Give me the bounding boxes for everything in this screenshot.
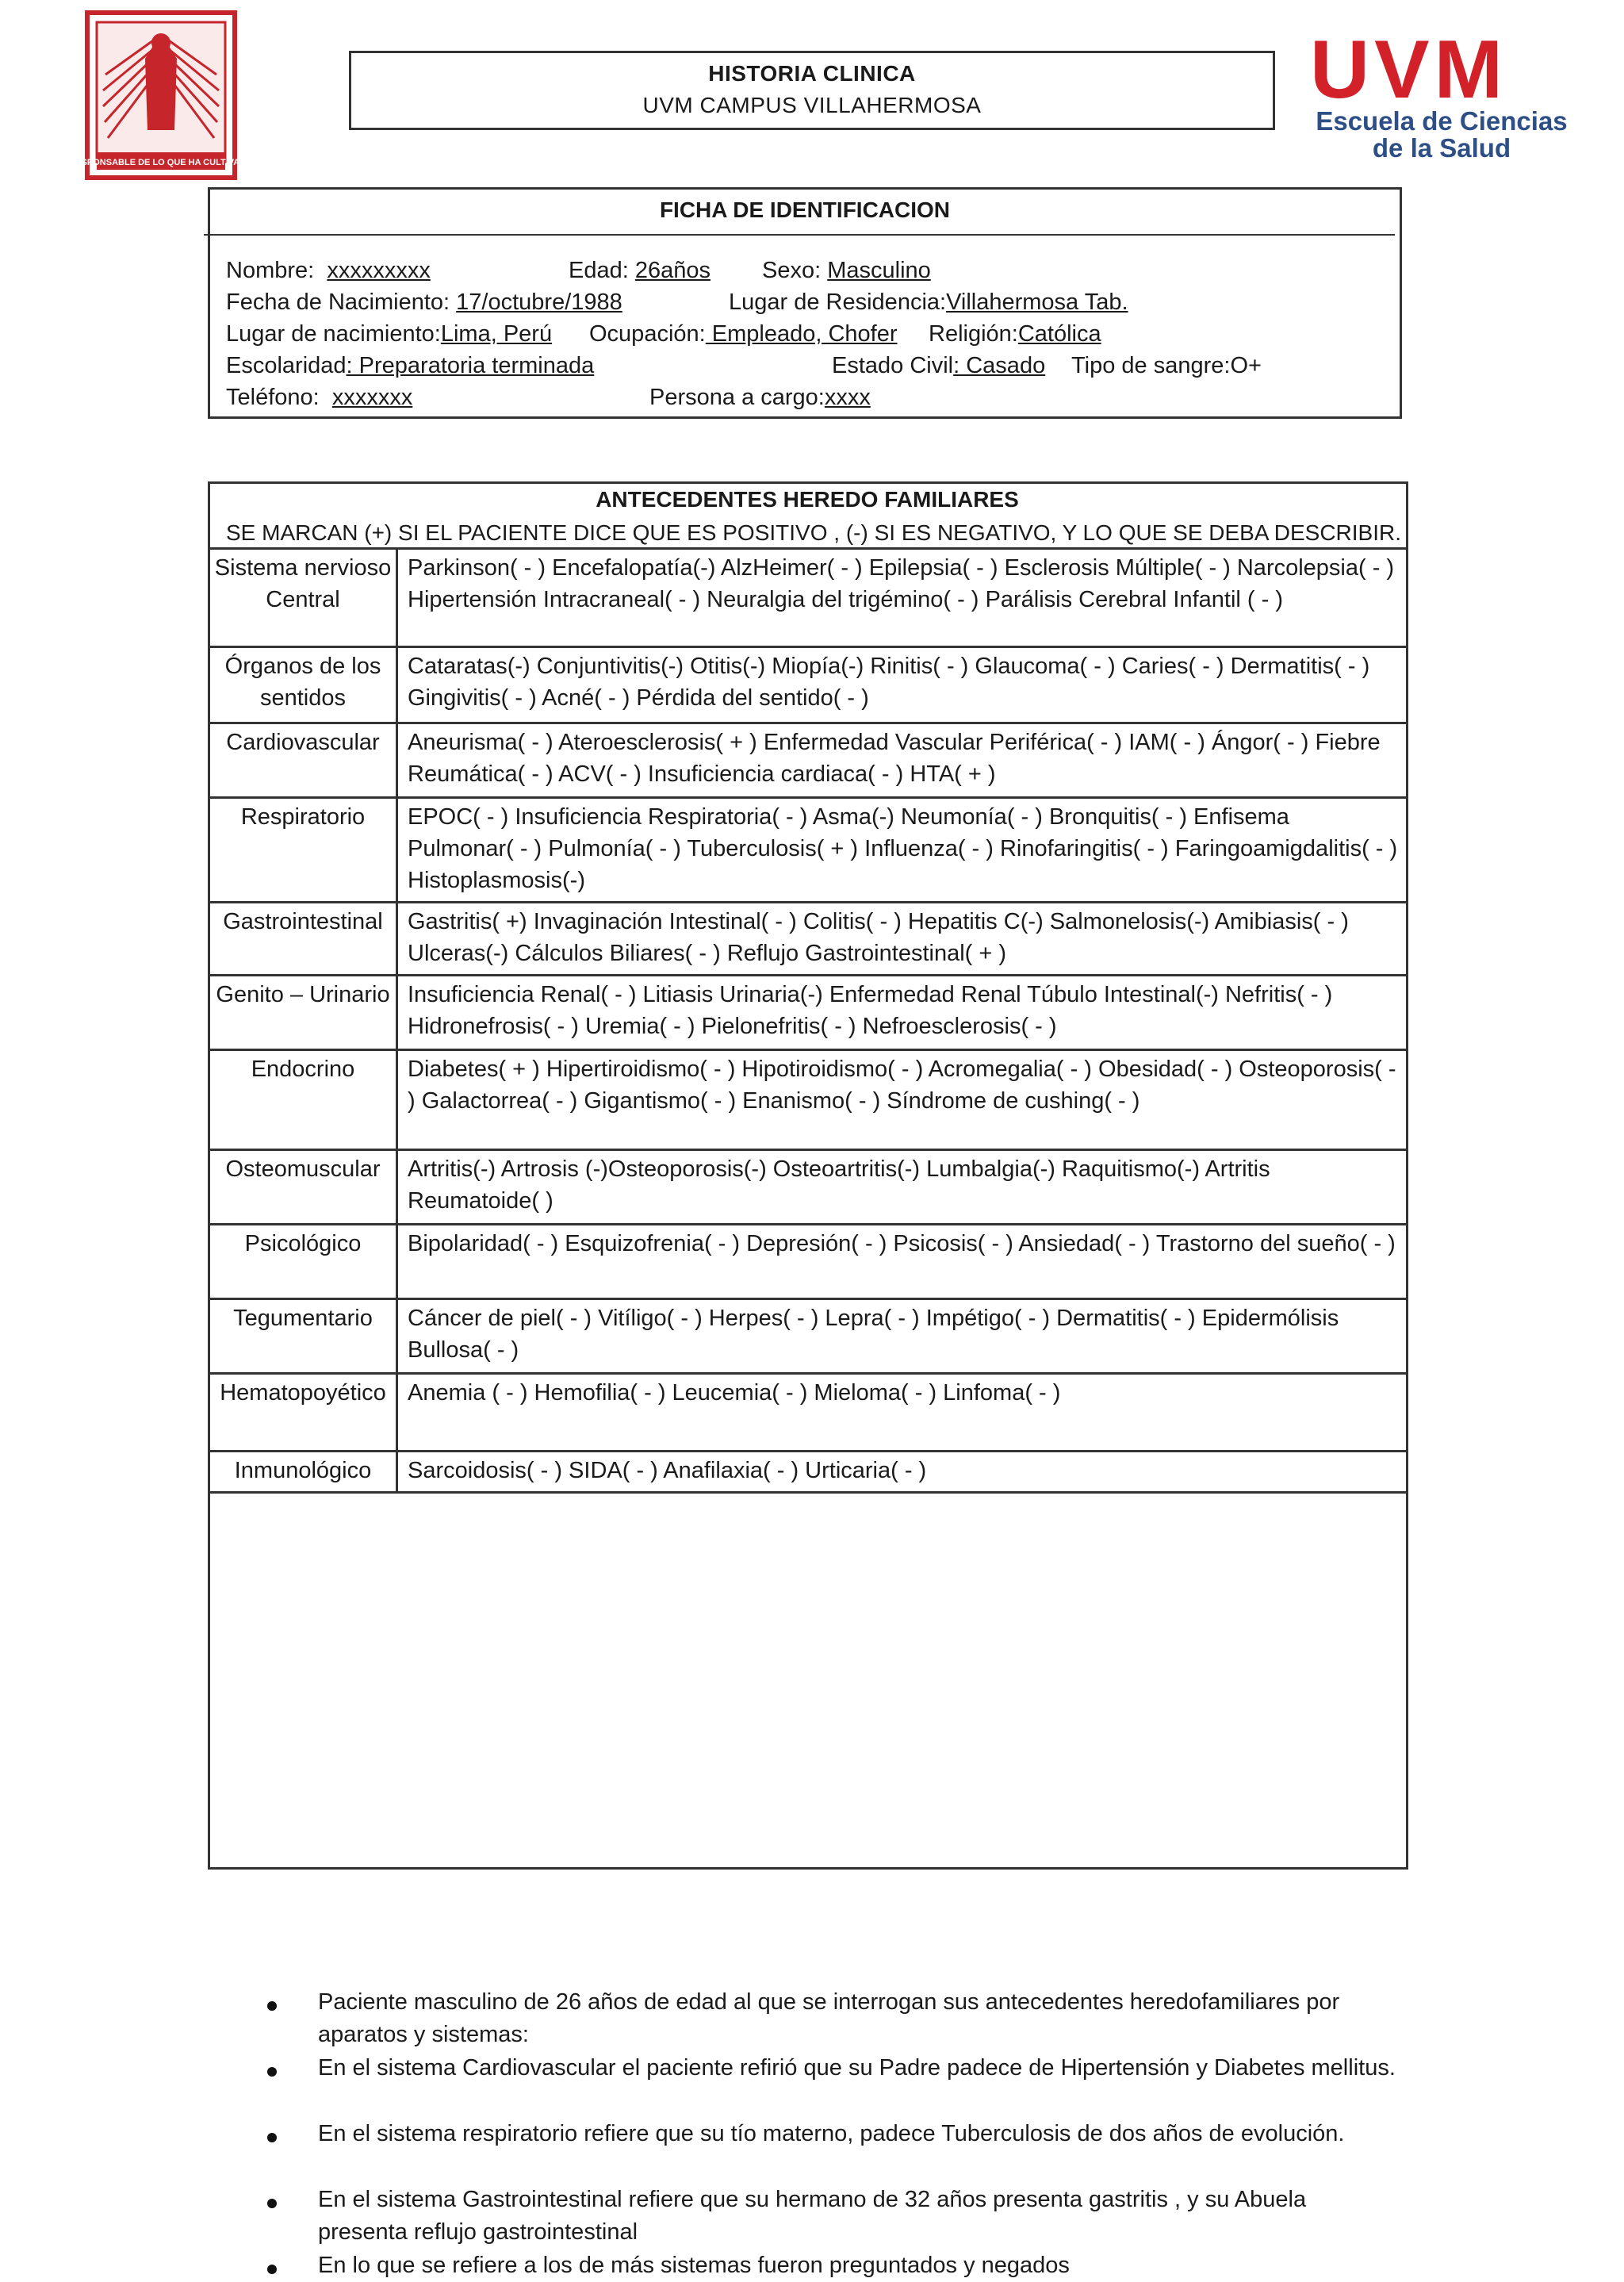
- field-label: Tipo de sangre:: [1071, 353, 1231, 378]
- field-value: xxxx: [824, 385, 871, 410]
- table-row: [209, 976, 1408, 1050]
- system-name: Hematopoyético: [209, 1374, 397, 1452]
- bullet-icon: [267, 2133, 277, 2142]
- family-history-title: ANTECEDENTES HEREDO FAMILIARES: [596, 487, 1019, 512]
- field-label: Teléfono:: [226, 385, 320, 410]
- field-label: Lugar de Residencia:: [729, 290, 947, 315]
- document-title-box: [349, 51, 1275, 130]
- field-blood-type: [1071, 353, 1262, 379]
- field-value: : Casado: [953, 353, 1046, 378]
- field-sex: [762, 258, 931, 284]
- field-label: Estado Civil: [832, 353, 954, 378]
- note-item: Paciente masculino de 26 años de edad al que se interrogan sus antecedentes heredofamiliares por aparatos y sistemas:: [318, 1989, 1340, 2047]
- bullet-icon: [267, 2265, 277, 2274]
- field-residence: [729, 290, 1128, 316]
- field-label: Edad:: [569, 258, 629, 283]
- field-label: Religión:: [929, 321, 1018, 347]
- system-findings: Gastritis( +) Invaginación Intestinal( - ) Colitis( - ) Hepatitis C(-) Salmonelosis(-) Amibiasis( - ) Ulceras(-) Cálculos Biliares( - ) Reflujo Gastrointestinal( + ): [397, 903, 1408, 976]
- field-label: Fecha de Nacimiento:: [226, 290, 450, 315]
- table-row: [209, 723, 1408, 798]
- system-name: Genito – Urinario: [209, 976, 397, 1050]
- table-row: [209, 1050, 1408, 1150]
- note-item: En lo que se refiere a los de más sistemas fueron preguntados y negados: [318, 2253, 1070, 2278]
- field-birthplace: [226, 321, 552, 347]
- seal-text: RESPONSABLE DE LO QUE HA CULTIVADO: [69, 158, 253, 167]
- table-row: [209, 1299, 1408, 1374]
- document-title: HISTORIA CLINICA: [708, 61, 916, 86]
- system-findings: Parkinson( - ) Encefalopatía(-) AlzHeimer( - ) Epilepsia( - ) Esclerosis Múltiple( - ) Narcolepsia( - ) Hipertensión Intracraneal( - ) Neuralgia del trigémino( - ) Parálisis Cerebral Infantil ( - ): [397, 549, 1408, 647]
- field-value: 17/octubre/1988: [456, 290, 622, 315]
- uvm-logo: [1307, 24, 1576, 163]
- system-findings: Aneurisma( - ) Ateroesclerosis( + ) Enfermedad Vascular Periférica( - ) IAM( - ) Ángor( - ) Fiebre Reumática( - ) ACV( - ) Insuficiencia cardiaca( - ) HTA( + ): [397, 723, 1408, 798]
- system-name: Psicológico: [209, 1225, 397, 1299]
- system-name: Endocrino: [209, 1050, 397, 1150]
- bullet-icon: [267, 2199, 277, 2208]
- system-findings: Sarcoidosis( - ) SIDA( - ) Anafilaxia( - ) Urticaria( - ): [397, 1452, 1408, 1493]
- field-religion: [929, 321, 1101, 347]
- system-name: Gastrointestinal: [209, 903, 397, 976]
- note-item: En el sistema Gastrointestinal refiere que su hermano de 32 años presenta gastritis , y su Abuela presenta reflujo gastrointestinal: [318, 2187, 1307, 2245]
- system-name: Inmunológico: [209, 1452, 397, 1493]
- system-findings: Cáncer de piel( - ) Vitíligo( - ) Herpes( - ) Lepra( - ) Impétigo( - ) Dermatitis( - ) Epidermólisis Bullosa( - ): [397, 1299, 1408, 1374]
- field-value: xxxxxxx: [331, 385, 413, 410]
- identification-section: [208, 187, 1402, 419]
- system-findings: Diabetes( + ) Hipertiroidismo( - ) Hipotiroidismo( - ) Acromegalia( - ) Obesidad( - ) Osteoporosis( - ) Galactorrea( - ) Gigantismo( - ) Enanismo( - ) Síndrome de cushing( - ): [397, 1050, 1408, 1150]
- table-row: [209, 1452, 1408, 1493]
- system-name: Cardiovascular: [209, 723, 397, 798]
- note-item: En el sistema Cardiovascular el paciente refirió que su Padre padece de Hipertensión y Diabetes mellitus.: [318, 2055, 1396, 2081]
- field-name: [226, 258, 431, 284]
- field-label: Nombre:: [226, 258, 315, 283]
- field-value: Católica: [1017, 321, 1101, 347]
- field-value: Empleado, Chofer: [705, 321, 898, 347]
- field-birthdate: [226, 290, 622, 316]
- field-age: [569, 258, 710, 284]
- table-row: [209, 647, 1408, 723]
- field-value: : Preparatoria terminada: [346, 353, 595, 378]
- table-row: [209, 798, 1408, 903]
- family-history-section: [208, 481, 1408, 2278]
- field-label: Lugar de nacimiento:: [226, 321, 441, 347]
- system-name: Tegumentario: [209, 1299, 397, 1374]
- field-guardian: [649, 385, 871, 411]
- university-seal-logo: [69, 11, 253, 179]
- field-label: Escolaridad: [226, 353, 347, 378]
- uvm-logo-line2: de la Salud: [1372, 133, 1511, 163]
- field-value: 26años: [634, 258, 711, 283]
- field-label: Ocupación:: [589, 321, 706, 347]
- field-value: Lima, Perú: [440, 321, 553, 347]
- uvm-logo-line1: Escuela de Ciencias: [1316, 106, 1568, 136]
- field-value: Villahermosa Tab.: [946, 290, 1128, 315]
- field-label: Sexo:: [762, 258, 822, 283]
- system-name: Respiratorio: [209, 798, 397, 903]
- field-phone: [226, 385, 412, 411]
- field-value: Masculino: [827, 258, 931, 283]
- system-findings: EPOC( - ) Insuficiencia Respiratoria( - ) Asma(-) Neumonía( - ) Bronquitis( - ) Enfisema Pulmonar( - ) Pulmonía( - ) Tuberculosis( + ) Influenza( - ) Rinofaringitis( - ) Faringoamigdalitis( - ) Histoplasmosis(-): [397, 798, 1408, 903]
- field-value: xxxxxxxxx: [327, 258, 431, 283]
- bullet-icon: [267, 2067, 277, 2077]
- uvm-logo-text: UVM: [1310, 24, 1508, 116]
- field-value: O+: [1230, 353, 1262, 378]
- system-findings: Insuficiencia Renal( - ) Litiasis Urinaria(-) Enfermedad Renal Túbulo Intestinal(-) Nefritis( - ) Hidronefrosis( - ) Uremia( - ) Pielonefritis( - ) Nefroesclerosis( - ): [397, 976, 1408, 1050]
- system-name: Órganos de los sentidos: [209, 647, 397, 723]
- field-label: Persona a cargo:: [649, 385, 825, 410]
- system-name: Sistema nervioso Central: [209, 549, 397, 647]
- campus-subtitle: UVM CAMPUS VILLAHERMOSA: [642, 93, 982, 117]
- field-schooling: [226, 353, 594, 379]
- note-item: En el sistema respiratorio refiere que su tío materno, padece Tuberculosis de dos años de evolución.: [318, 2121, 1345, 2146]
- family-history-instruction: SE MARCAN (+) SI EL PACIENTE DICE QUE ES POSITIVO , (-) SI ES NEGATIVO, Y LO QUE SE DEBA DESCRIBIR.: [226, 520, 1402, 545]
- family-history-header: [210, 484, 1411, 547]
- table-row: [209, 549, 1408, 647]
- bullet-icon: [267, 2001, 277, 2011]
- identification-title: FICHA DE IDENTIFICACION: [659, 198, 951, 222]
- table-row: [209, 1374, 1408, 1452]
- identification-divider: [204, 234, 1395, 236]
- field-civil-status: [832, 353, 1045, 379]
- system-findings: Cataratas(-) Conjuntivitis(-) Otitis(-) Miopía(-) Rinitis( - ) Glaucoma( - ) Caries( - ) Dermatitis( - ) Gingivitis( - ) Acné( - ) Pérdida del sentido( - ): [397, 647, 1408, 723]
- system-findings: Anemia ( - ) Hemofilia( - ) Leucemia( - ) Mieloma( - ) Linfoma( - ): [397, 1374, 1408, 1452]
- systems-table: [208, 547, 1408, 1494]
- field-occupation: [589, 321, 898, 347]
- system-findings: Artritis(-) Artrosis (-)Osteoporosis(-) Osteoartritis(-) Lumbalgia(-) Raquitismo(-) Artritis Reumatoide( ): [397, 1150, 1408, 1225]
- system-name: Osteomuscular: [209, 1150, 397, 1225]
- system-findings: Bipolaridad( - ) Esquizofrenia( - ) Depresión( - ) Psicosis( - ) Ansiedad( - ) Trastorno del sueño( - ): [397, 1225, 1408, 1299]
- table-row: [209, 1150, 1408, 1225]
- table-row: [209, 903, 1408, 976]
- table-row: [209, 1225, 1408, 1299]
